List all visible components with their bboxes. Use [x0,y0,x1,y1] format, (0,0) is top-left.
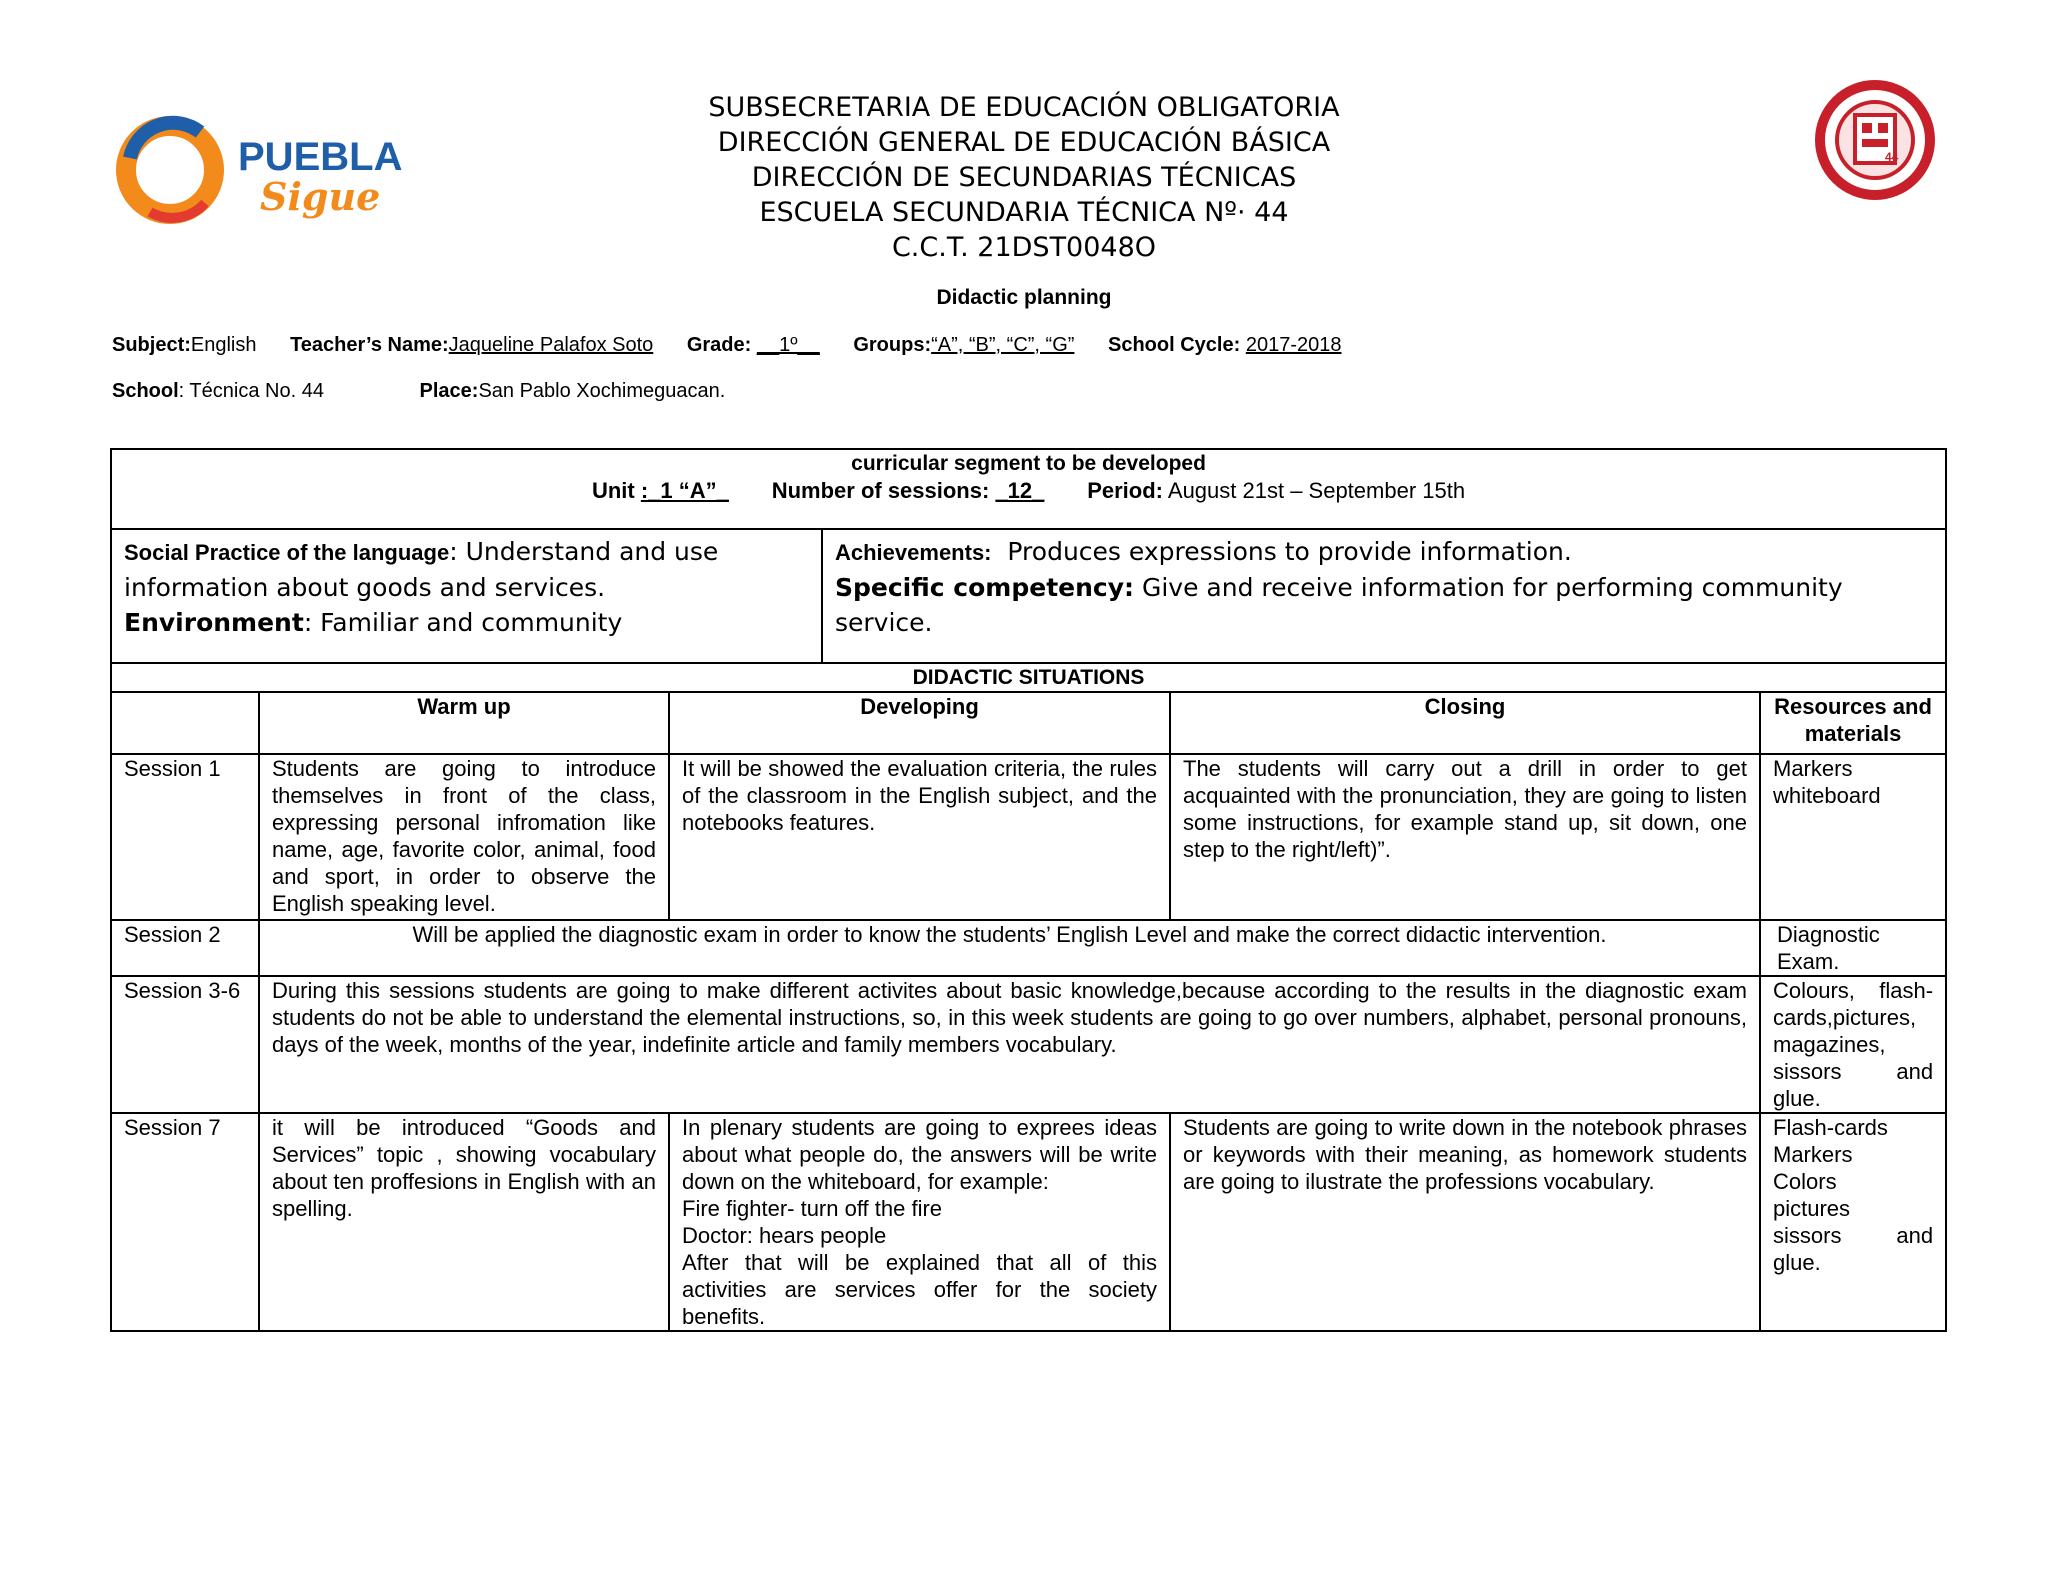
logo-text-sigue: Sigue [260,174,381,219]
header-empty-cell [111,692,259,754]
session-1-warm-up: Students are going to introduce themselves in front of the class, expressing personal infromation like name, age, favorite color, animal, food and sport, in order to observe the English speaking level. [259,754,669,920]
session-3-6-resources: Colours, flash-cards,pictures, magazines, sissors and glue. [1760,976,1946,1113]
didactic-title: DIDACTIC SITUATIONS [111,663,1946,692]
session-2-text: Will be applied the diagnostic exam in order to know the students’ English Level and make the correct didactic intervention. [259,920,1760,976]
session-7-resource-1: Flash-cards [1773,1115,1888,1140]
session-7-resource-3: Colors [1773,1169,1837,1194]
session-2-resources: Diagnostic Exam. [1760,920,1946,976]
subject-field [112,334,257,357]
school-field [112,380,324,403]
grade-field [687,334,820,357]
social-practice-value: : Understand and use information about goods and services. [124,537,719,602]
header-closing: Closing [1170,692,1760,754]
session-3-6-row [111,976,1946,1113]
environment-value: : Familiar and community [303,608,623,637]
groups-value: “A”, “B”, “C”, “G” [931,334,1075,356]
session-7-closing: Students are going to write down in the notebook phrases or keywords with their meaning, as homework students are going to ilustrate the professions vocabulary. [1170,1113,1760,1331]
planning-table [110,448,1947,1332]
teacher-label: Teacher’s Name: [290,334,449,356]
practice-row [111,529,1946,663]
teacher-value: Jaqueline Palafox Soto [448,334,654,356]
header-line-4: ESCUELA SECUNDARIA TÉCNICA Nº· 44 [759,197,1289,228]
subject-value: English [190,334,257,356]
cycle-label: School Cycle: [1108,334,1241,356]
competency-label: Specific competency: [835,573,1135,602]
session-7-dev-conclusion: After that will be explained that all of this activities are services offer for the society benefits. [682,1250,1157,1329]
segment-row [111,449,1946,529]
session-7-resource-2: Markers [1773,1142,1853,1167]
header-line-5: C.C.T. 21DST0048O [891,232,1157,263]
segment-details [124,477,1933,504]
place-label: Place: [419,380,479,402]
session-7-row [111,1113,1946,1331]
session-3-6-label: Session 3-6 [111,976,259,1113]
session-7-developing [669,1113,1170,1331]
session-2-label: Session 2 [111,920,259,976]
groups-field [853,334,1074,357]
session-7-label: Session 7 [111,1113,259,1331]
grade-label: Grade: [686,334,752,356]
teacher-field [290,334,653,357]
social-practice-label: Social Practice of the language [124,540,450,565]
session-1-row [111,754,1946,920]
session-3-6-text: During this sessions students are going to make different activites about basic knowledge,because according to the results in the diagnostic exam students do not be able to understand the elemental instructions, so, in this week students are going to go over numbers, alphabet, personal pronouns, days of the week, months of the year, indefinite article and family members vocabulary. [259,976,1760,1113]
session-1-label: Session 1 [111,754,259,920]
header-resources: Resources and materials [1760,692,1946,754]
header-developing: Developing [669,692,1170,754]
cycle-field [1108,334,1341,357]
cycle-value: 2017-2018 [1245,334,1342,356]
sessions-value: _12_ [995,478,1045,503]
achievements-label: Achievements: [835,540,992,565]
session-7-resource-5: sissors and glue. [1773,1223,1934,1275]
session-7-dev-intro: In plenary students are going to exprees ideas about what people do, the answers will be write down on the whiteboard, for example: [682,1115,1157,1194]
subject-label: Subject: [112,334,191,356]
header-line-2: DIRECCIÓN GENERAL DE EDUCACIÓN BÁSICA [717,127,1331,158]
period-label: Period: [1087,478,1163,503]
didactic-title-row [111,663,1946,692]
session-1-resource-markers: Markers [1773,756,1853,781]
place-field [420,380,726,403]
segment-cell [111,449,1946,529]
session-7-resources [1760,1113,1946,1331]
header-warm-up: Warm up [259,692,669,754]
session-1-resources [1760,754,1946,920]
session-7-resource-4: pictures [1773,1196,1851,1221]
meta-line-2 [112,380,753,403]
sessions-label: Number of sessions: [771,478,990,503]
session-1-resource-whiteboard: whiteboard [1773,783,1881,808]
unit-label: Unit [591,478,635,503]
session-1-closing: The students will carry out a drill in order to get acquainted with the pronunciation, they are going to listen some instructions, for example stand up, sit down, one step to the right/left)”. [1170,754,1760,920]
competency-value: Give and receive information for performing community service. [835,573,1843,637]
social-practice-cell [111,529,822,663]
segment-title: curricular segment to be developed [851,452,1206,475]
meta-line-1 [112,334,1369,357]
achievements-value: Produces expressions to provide information. [1007,537,1572,566]
groups-label: Groups: [853,334,932,356]
grade-value: __1º__ [756,334,820,356]
document-title: Didactic planning [936,286,1112,309]
school-label: School [112,380,179,402]
session-7-warm-up: it will be introduced “Goods and Services” topic , showing vocabulary about ten proffesions in English with an spelling. [259,1113,669,1331]
session-2-row [111,920,1946,976]
achievements-cell [822,529,1946,663]
seal-number: 44 [1885,150,1899,164]
session-7-dev-example-2: Doctor: hears people [682,1223,887,1248]
unit-value: :_1 “A”_ [640,478,729,503]
period-value: August 21st – September 15th [1167,478,1466,503]
header-line-3: DIRECCIÓN DE SECUNDARIAS TÉCNICAS [751,162,1297,193]
school-value: : Técnica No. 44 [178,380,324,402]
logo-text-puebla: PUEBLA [238,135,403,179]
environment-label: Environment [124,608,304,637]
institution-header [0,90,2048,265]
session-7-dev-example-1: Fire fighter- turn off the fire [682,1196,943,1221]
columns-header-row [111,692,1946,754]
place-value: San Pablo Xochimeguacan. [478,380,726,402]
session-1-developing: It will be showed the evaluation criteria, the rules of the classroom in the English subject, and the notebooks features. [669,754,1170,920]
header-line-1: SUBSECRETARIA DE EDUCACIÓN OBLIGATORIA [708,92,1340,123]
